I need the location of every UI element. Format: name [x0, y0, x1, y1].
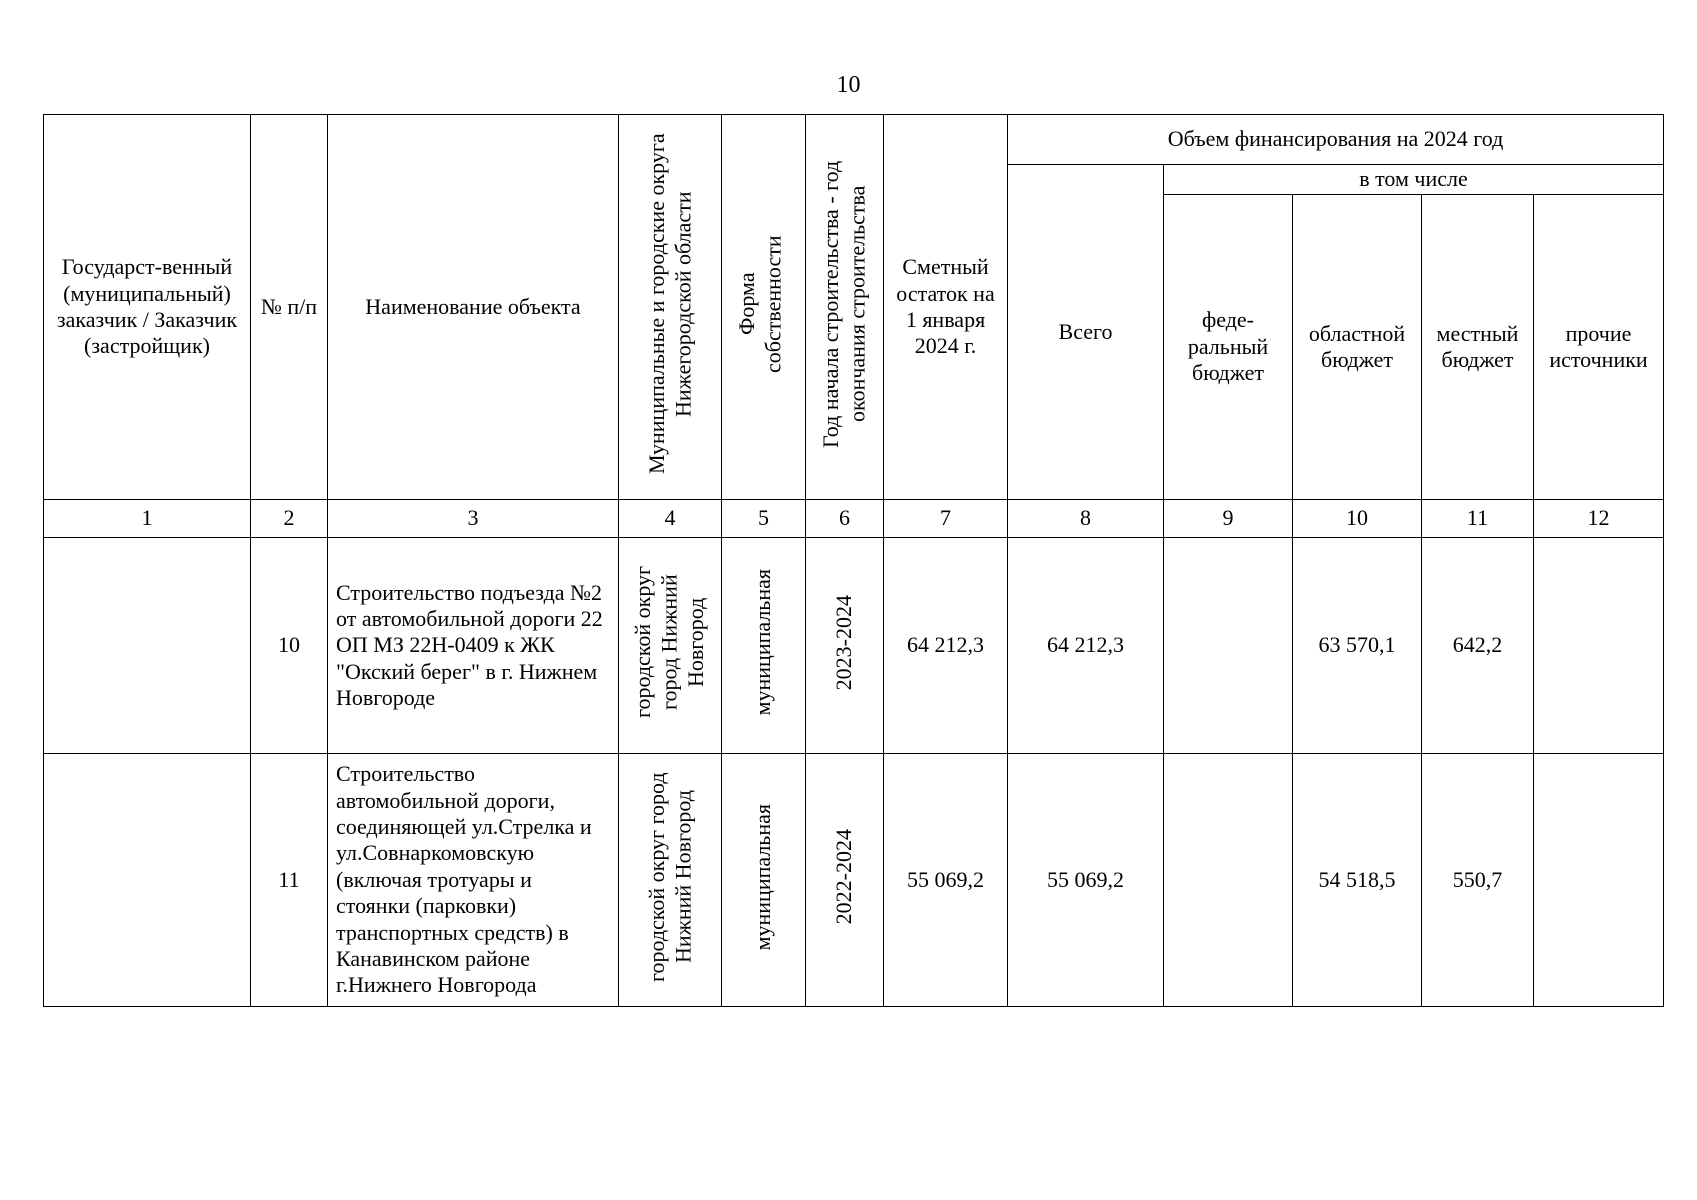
- page-number: 10: [836, 72, 861, 98]
- row-total: 55 069,2: [1008, 754, 1164, 1007]
- row-ownership-cell: [722, 538, 806, 754]
- row-object-name: Строительство автомобильной дороги, соединяющей ул.Стрелка и ул.Совнаркомовскую (включая тротуары и стоянки (парковки) транспортных средств) в Канавинском районе г.Нижнего Новгорода: [328, 754, 619, 1007]
- row-estimate-balance: 64 212,3: [884, 538, 1008, 754]
- header-local: местный бюджет: [1422, 195, 1534, 500]
- row-customer: [44, 754, 251, 1007]
- row-federal: [1164, 754, 1293, 1007]
- header-ownership-cell: [722, 115, 806, 500]
- header-ownership: Форма собственности: [733, 235, 785, 373]
- header-federal: феде-ральный бюджет: [1164, 195, 1293, 500]
- header-municipalities-cell: [619, 115, 722, 500]
- row-municipality: городской округ город Нижний Новгород: [643, 772, 695, 982]
- column-number: 2: [251, 500, 328, 538]
- row-regional: 54 518,5: [1293, 754, 1422, 1007]
- row-municipality-cell: [619, 538, 722, 754]
- column-number: 8: [1008, 500, 1164, 538]
- row-years-cell: [806, 754, 884, 1007]
- row-other: [1534, 538, 1664, 754]
- header-total: Всего: [1008, 165, 1164, 500]
- header-financing: Объем финансирования на 2024 год: [1008, 115, 1664, 165]
- row-municipality-cell: [619, 754, 722, 1007]
- header-including: в том числе: [1164, 165, 1664, 195]
- row-total: 64 212,3: [1008, 538, 1164, 754]
- header-municipalities: Муниципальные и городские округа Нижегородской области: [643, 133, 695, 475]
- header-years: Год начала строительства - год окончания строительства: [818, 160, 870, 448]
- header-object-name: Наименование объекта: [328, 115, 619, 500]
- row-municipality: городской округ город Нижний Новгород: [630, 566, 709, 719]
- row-object-name: Строительство подъезда №2 от автомобильной дороги 22 ОП МЗ 22Н-0409 к ЖК "Окский берег" в г. Нижнем Новгороде: [328, 538, 619, 754]
- header-other: прочие источники: [1534, 195, 1664, 500]
- column-number: 6: [806, 500, 884, 538]
- table-row: [44, 754, 1664, 1007]
- header-regional: областной бюджет: [1293, 195, 1422, 500]
- row-years: 2022-2024: [831, 829, 857, 925]
- header-years-cell: [806, 115, 884, 500]
- column-number: 11: [1422, 500, 1534, 538]
- row-ownership: муниципальная: [750, 803, 776, 951]
- row-federal: [1164, 538, 1293, 754]
- row-local: 642,2: [1422, 538, 1534, 754]
- row-years-cell: [806, 538, 884, 754]
- header-number: № п/п: [251, 115, 328, 500]
- column-number: 7: [884, 500, 1008, 538]
- row-ownership-cell: [722, 754, 806, 1007]
- table-row: [44, 538, 1664, 754]
- row-customer: [44, 538, 251, 754]
- column-number: 1: [44, 500, 251, 538]
- row-regional: 63 570,1: [1293, 538, 1422, 754]
- financing-table: [43, 114, 1664, 1007]
- header-estimate-balance: Сметный остаток на 1 января 2024 г.: [884, 115, 1008, 500]
- row-local: 550,7: [1422, 754, 1534, 1007]
- column-number: 9: [1164, 500, 1293, 538]
- header-customer: Государст-венный (муниципальный) заказчик / Заказчик (застройщик): [44, 115, 251, 500]
- row-years: 2023-2024: [831, 594, 857, 690]
- row-other: [1534, 754, 1664, 1007]
- column-number: 3: [328, 500, 619, 538]
- row-ownership: муниципальная: [750, 569, 776, 716]
- column-number: 12: [1534, 500, 1664, 538]
- row-number: 11: [251, 754, 328, 1007]
- column-number-row: [44, 500, 1664, 538]
- row-number: 10: [251, 538, 328, 754]
- column-number: 4: [619, 500, 722, 538]
- column-number: 10: [1293, 500, 1422, 538]
- column-number: 5: [722, 500, 806, 538]
- row-estimate-balance: 55 069,2: [884, 754, 1008, 1007]
